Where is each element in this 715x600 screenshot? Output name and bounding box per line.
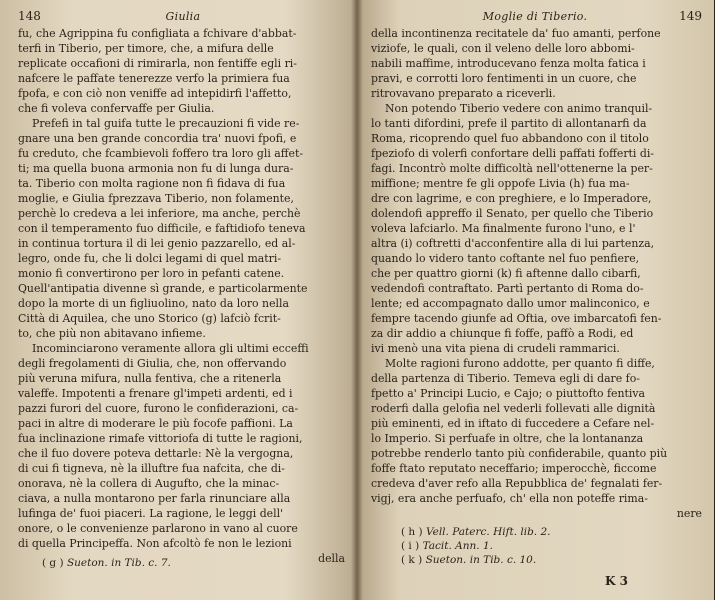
- text-line: ivi menò una vita piena di crudeli rammarici.: [371, 342, 620, 355]
- text-line: Città di Aquilea, che uno Storico (g) lafciò fcrit-: [18, 312, 281, 325]
- footnote-mark: ( h ): [401, 526, 423, 538]
- text-line: fua inclinazione rimafe vittoriofa di tutte le ragioni,: [18, 432, 303, 445]
- text-line: perchè lo credeva a lei inferiore, ma anche, perchè: [18, 207, 301, 220]
- text-line: onorava, nè la collera di Augufto, che la minac-: [18, 477, 280, 490]
- text-line: in continua tortura il di lei genio pazzarello, ed al-: [18, 237, 296, 250]
- text-line: più eminenti, ed in iftato di fuccedere a Cefare nel-: [371, 417, 655, 430]
- text-line: che il fuo dovere poteva dettarle: Nè la vergogna,: [18, 447, 294, 460]
- text-line: nabili maffime, introducevano fenza molta fatica i: [371, 57, 646, 70]
- text-line: Roma, ricoprendo quel fuo abbandono con il titolo: [371, 132, 649, 145]
- text-line: di quella Principeffa. Non afcoltò fe non le lezioni: [18, 537, 292, 550]
- text-line: fempre tacendo giunfe ad Oftia, ove imbarcatofi fen-: [371, 312, 662, 325]
- text-line: fu creduto, che fcambievoli foffero tra loro gli affet-: [18, 147, 304, 160]
- signature-mark: K 3: [605, 574, 628, 588]
- text-line: legro, onde fu, che li dolci legami di quel matri-: [18, 252, 282, 265]
- left-page: [0, 0, 357, 600]
- text-line: paci in altre di moderare le più focofe paffioni. La: [18, 417, 293, 430]
- right-body-text: [371, 26, 702, 506]
- text-line: moglie, e Giulia fprezzava Tiberio, non folamente,: [18, 192, 294, 205]
- text-line: terfi in Tiberio, per timore, che, a mifura delle: [18, 42, 274, 55]
- text-line: dopo la morte di un figliuolino, nato da loro nella: [18, 297, 289, 310]
- text-line: valeffe. Impotenti a frenare gl'impeti ardenti, ed i: [18, 387, 293, 400]
- text-line: credeva d'aver refo alla Repubblica de' fegnalati fer-: [371, 477, 663, 490]
- text-line: quando lo videro tanto coftante nel fuo penfiere,: [371, 252, 640, 265]
- text-line: fu, che Agrippina fu configliata a fchivare d'abbat-: [18, 27, 297, 40]
- text-line: lufinga de' fuoi piaceri. La ragione, le leggi dell': [18, 507, 284, 520]
- footnote-text: Sueton. in Tib. c. 10.: [425, 554, 537, 566]
- text-line: altra (i) coftretti d'acconfentire alla di lui partenza,: [371, 237, 655, 250]
- text-line: nafcere le paffate tenerezze verfo la primiera fua: [18, 72, 290, 85]
- text-line: Molte ragioni furono addotte, per quanto fi diffe,: [385, 357, 655, 370]
- text-line: fpeziofo di volerfi confortare delli paffati fofferti di-: [371, 147, 654, 160]
- left-body-text: [18, 26, 345, 551]
- footnote: [401, 553, 551, 567]
- text-line: ta. Tiberio con molta ragione non fi fidava di fua: [18, 177, 286, 190]
- text-line: dre con lagrime, e con preghiere, e lo Imperadore,: [371, 192, 652, 205]
- text-line: lo tanti difordini, prefe il partito di allontanarfi da: [371, 117, 647, 130]
- text-line: miffione; mentre fe gli oppofe Livia (h) fua ma-: [371, 177, 630, 190]
- text-line: Incominciarono veramente allora gli ultimi ecceffi: [32, 342, 309, 355]
- footnote-mark: ( g ): [42, 557, 64, 569]
- text-line: fagi. Incontrò molte difficoltà nell'ottenerne la per-: [371, 162, 653, 175]
- text-line: più veruna mifura, nulla fentiva, che a ritenerla: [18, 372, 282, 385]
- text-line: pravi, e corrotti loro fentimenti in un cuore, che: [371, 72, 637, 85]
- book-gutter: [351, 0, 363, 600]
- text-line: Prefefi in tal guifa tutte le precauzioni fi vide re-: [32, 117, 300, 130]
- text-line: to, che più non abitavano infieme.: [18, 327, 206, 340]
- footnote-mark: ( i ): [401, 540, 420, 552]
- text-line: della partenza di Tiberio. Temeva egli di dare fo-: [371, 372, 640, 385]
- text-line: replicate occafioni di rimirarla, non fentiffe egli ri-: [18, 57, 297, 70]
- footnote-text: Vell. Paterc. Hift. lib. 2.: [425, 526, 551, 538]
- text-line: ti; ma quella buona armonia non fu di lunga dura-: [18, 162, 294, 175]
- page-number: 148: [18, 9, 41, 23]
- text-line: onore, o le convenienze parlarono in vano al cuore: [18, 522, 298, 535]
- text-line: lo Imperio. Si perfuafe in oltre, che la lontananza: [371, 432, 644, 445]
- text-line: che fi voleva confervaffe per Giulia.: [18, 102, 215, 115]
- text-line: pazzi furori del cuore, furono le confiderazioni, ca-: [18, 402, 299, 415]
- footnote: [401, 539, 551, 553]
- text-line: foffe ftato reputato neceffario; imperocchè, ficcome: [371, 462, 657, 475]
- text-line: di cui fi tigneva, nè la illuftre fua nafcita, che di-: [18, 462, 285, 475]
- text-line: con il temperamento fuo difficile, e faftidiofo teneva: [18, 222, 306, 235]
- text-line: fpetto a' Principi Lucio, e Cajo; o piuttofto fentiva: [371, 387, 646, 400]
- footnote-text: Sueton. in Tib. c. 7.: [66, 557, 171, 569]
- footnote-text: Tacit. Ann. 1.: [422, 540, 493, 552]
- text-line: dolendofi appreffo il Senato, per quello che Tiberio: [371, 207, 654, 220]
- right-page-header: [371, 8, 702, 24]
- text-line: Quell'antipatia divenne sì grande, e particolarmente: [18, 282, 308, 295]
- text-line: della incontinenza recitatele da' fuo amanti, perfone: [371, 27, 661, 40]
- catchword: nere: [676, 507, 702, 520]
- left-page-header: [18, 8, 345, 24]
- running-head: Moglie di Tiberio.: [482, 10, 588, 23]
- right-page: [357, 0, 714, 600]
- left-footnotes: [42, 556, 171, 570]
- footnote: [401, 525, 551, 539]
- right-footnotes: [401, 525, 551, 567]
- text-line: fpofa, e con ciò non veniffe ad intepidirfi l'affetto,: [18, 87, 292, 100]
- catchword: della: [318, 552, 345, 565]
- footnote-mark: ( k ): [401, 554, 423, 566]
- text-line: gnare una ben grande concordia tra' nuovi fpofi, e: [18, 132, 297, 145]
- page-number: 149: [679, 9, 702, 23]
- text-line: Non potendo Tiberio vedere con animo tranquil-: [385, 102, 653, 115]
- text-line: viziofe, le quali, con il veleno delle loro abbomi-: [371, 42, 635, 55]
- text-line: lente; ed accompagnato dallo umor malinconico, e: [371, 297, 650, 310]
- text-line: vigj, era anche perfuafo, ch' ella non poteffe rima-: [371, 492, 648, 505]
- text-line: ritrovavano preparato a riceverli.: [371, 87, 556, 100]
- text-line: voleva lafciarlo. Ma finalmente furono l'uno, e l': [371, 222, 636, 235]
- text-line: vedendofi contraftato. Partì pertanto di Roma do-: [371, 282, 644, 295]
- text-line: degli fregolamenti di Giulia, che, non offervando: [18, 357, 287, 370]
- text-line: che per quattro giorni (k) fi aftenne dallo cibarfi,: [371, 267, 641, 280]
- text-line: za dir addio a chiunque fi foffe, paffò a Rodi, ed: [371, 327, 634, 340]
- text-line: roderfi dalla gelofia nel vederli follevati alle dignità: [371, 402, 656, 415]
- footnote: [42, 556, 171, 570]
- text-line: monio fi convertirono per loro in pefanti catene.: [18, 267, 285, 280]
- text-line: ciava, a nulla montarono per farla rinunciare alla: [18, 492, 291, 505]
- text-line: potrebbe renderlo tanto più confiderabile, quanto più: [371, 447, 668, 460]
- running-head: Giulia: [165, 10, 201, 23]
